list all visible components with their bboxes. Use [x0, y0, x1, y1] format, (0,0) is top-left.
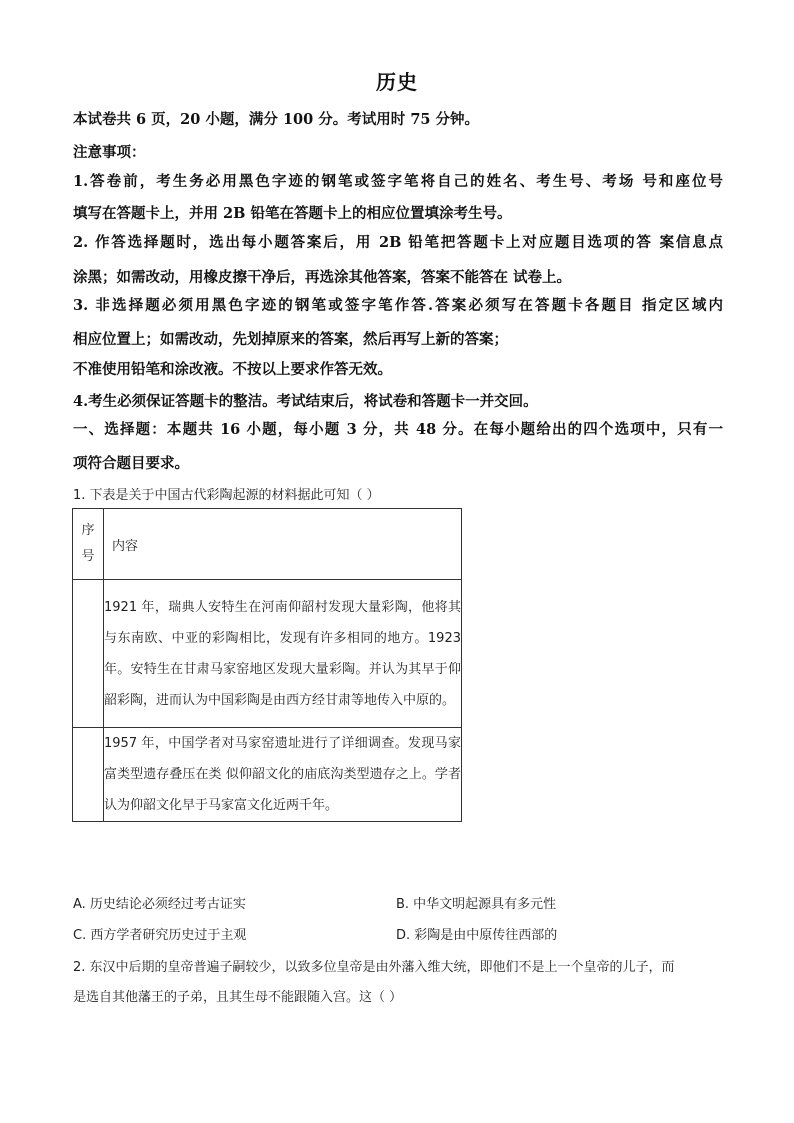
option-c: C. 西方学者研究历史过于主观 [73, 928, 247, 943]
section-heading-cont: 项符合题目要求。 [73, 455, 189, 472]
notes-heading: 注意事项： [73, 144, 146, 161]
note-line: 3. 非选择题必须用黑色字迹的钢笔或签字笔作答.答案必须写在答题卡各题目 指定区域内 [73, 297, 723, 314]
table-row [73, 728, 462, 822]
note-line: 涂黑；如需改动，用橡皮擦干净后，再选涂其他答案，答案不能答在 试卷上。 [73, 269, 572, 286]
question-2-stem-cont: 是选自其他藩王的子弟，且其生母不能跟随入宫。这（ ） [73, 990, 403, 1005]
option-a: A. 历史结论必须经过考古证实 [73, 897, 246, 912]
page-title: 历史 [376, 70, 418, 94]
header-serial-label: 序号 [81, 523, 95, 564]
option-d: D. 彩陶是由中原传往西部的 [396, 928, 558, 943]
row-content: 1921 年，瑞典人安特生在河南仰韶村发现大量彩陶，他将其与东南欧、中亚的彩陶相比，发现有许多相同的地方。1923 年。安特生在甘肃马家窑地区发现大量彩陶。并认为其早于仰韶彩陶，进而认为中国彩陶是由西方经甘肃等地传入中原的。 [104, 580, 462, 728]
note-line: 2. 作答选择题时，选出每小题答案后，用 2B 铅笔把答题卡上对应题目选项的答 案信息点 [73, 234, 723, 251]
table-row [73, 580, 462, 728]
row-number-cell [73, 728, 104, 822]
header-serial-number [73, 509, 104, 580]
question-1-stem: 1. 下表是关于中国古代彩陶起源的材料据此可知（ ） [73, 488, 380, 503]
note-line: 填写在答题卡上，并用 2B 铅笔在答题卡上的相应位置填涂考生号。 [73, 205, 512, 222]
table-header-row [73, 509, 462, 580]
note-line: 1.答卷前，考生务必用黑色字迹的钢笔或签字笔将自己的姓名、考生号、考场 号和座位号 [73, 173, 723, 190]
note-line: 4.考生必须保证答题卡的整洁。考试结束后，将试卷和答题卡一并交回。 [73, 393, 538, 410]
row-content: 1957 年，中国学者对马家窑遗址进行了详细调查。发现马家富类型遗存叠压在类 似仰韶文化的庙底沟类型遗存之上。学者认为仰韶文化早于马家富文化近两千年。 [104, 728, 462, 822]
exam-intro: 本试卷共 6 页，20 小题，满分 100 分。考试用时 75 分钟。 [73, 111, 480, 128]
section-heading: 一、选择题：本题共 16 小题，每小题 3 分，共 48 分。在每小题给出的四个选项中，只有一 [73, 421, 723, 438]
note-line: 相应位置上；如需改动，先划掉原来的答案，然后再写上新的答案； [73, 331, 508, 348]
header-content: 内容 [104, 509, 462, 580]
material-table [72, 508, 462, 822]
question-2-stem: 2. 东汉中后期的皇帝普遍子嗣较少，以致多位皇帝是由外藩入维大统，即他们不是上一个皇帝的儿子，而 [73, 960, 675, 975]
note-line: 不准使用铅笔和涂改液。不按以上要求作答无效。 [73, 361, 392, 378]
row-number-cell [73, 580, 104, 728]
option-b: B. 中华文明起源具有多元性 [396, 897, 557, 912]
